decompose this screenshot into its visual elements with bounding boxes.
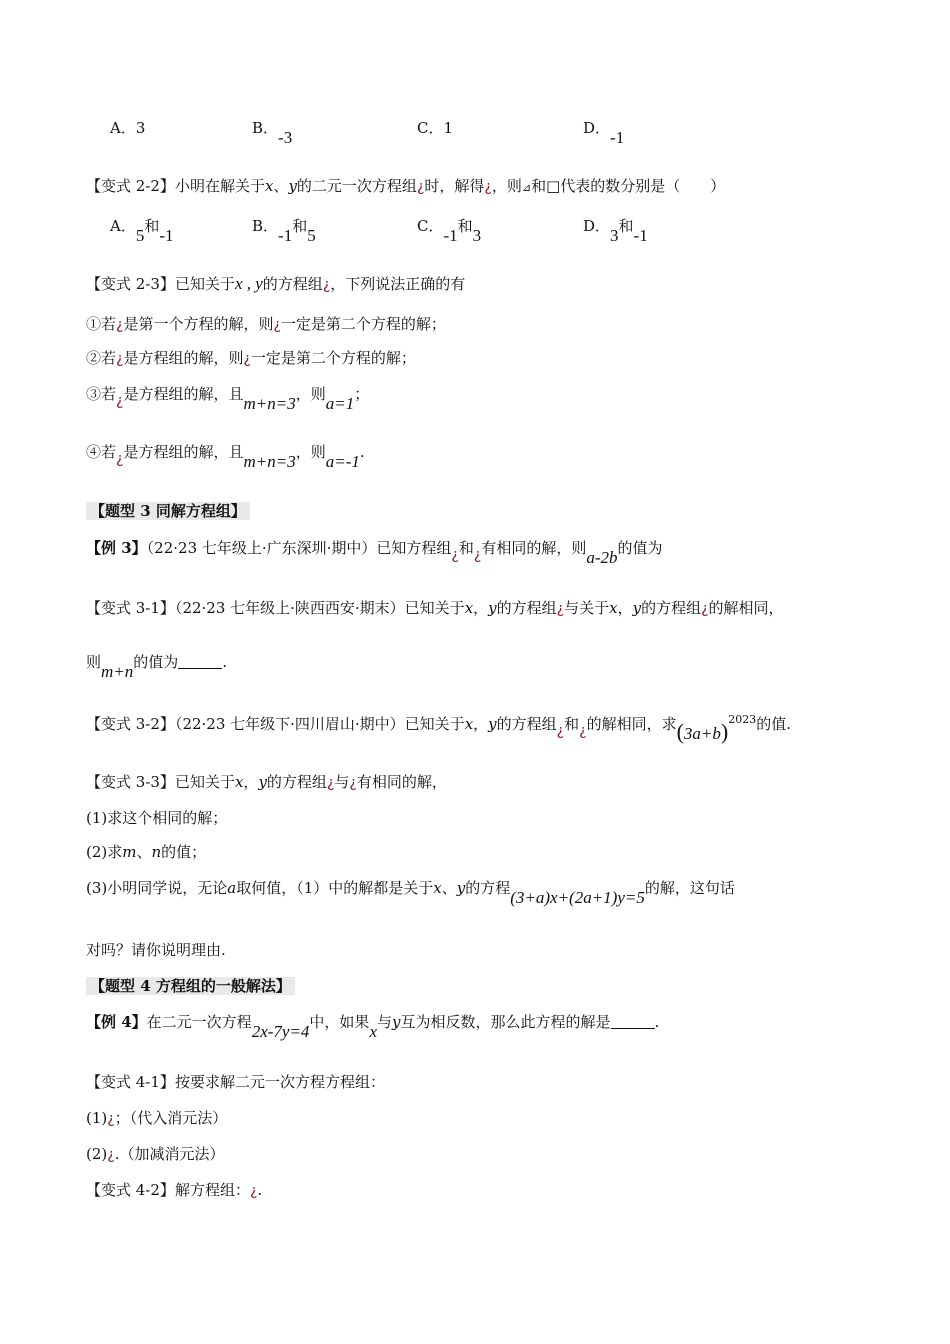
- part-2: (2)求m、n的值；: [86, 843, 207, 861]
- statement-1: ①若¿是第一个方程的解，则¿一定是第二个方程的解；: [86, 315, 446, 333]
- variant-3-3: 【变式 3-3】已知关于x，y的方程组¿与¿有相同的解，: [86, 773, 447, 791]
- variant-3-2: 【变式 3-2】（22·23 七年级下·四川眉山·期中）已知关于x，y的方程组¿和¿的解相同，求$(3a+b)^{2023}$的值.: [86, 713, 791, 744]
- example-4: 【例 4】在二元一次方程2x-7y=4中，如果x与y互为相反数，那么此方程的解是 .: [86, 1013, 660, 1041]
- variant-4-1: 【变式 4-1】按要求解二元一次方程方程组：: [86, 1073, 385, 1091]
- variant-4-2: 【变式 4-2】解方程组：¿.: [86, 1181, 263, 1199]
- triangle-icon: ⊿: [521, 181, 532, 194]
- statement-4: ④若¿是方程组的解，且m+n=3，则a=-1.: [86, 443, 365, 471]
- variant-3-1-line2: 则m+n的值为 .: [86, 653, 228, 681]
- variant-4-1-part-1: (1)¿；（代入消元法）: [86, 1109, 228, 1127]
- option-b: B．-3: [252, 119, 293, 147]
- part-3: (3)小明同学说，无论a取何值，（1）中的解都是关于x、y的方程(3+a)x+(2a+1)y=5的解，这句话: [86, 879, 735, 907]
- answer-blank[interactable]: [178, 654, 222, 669]
- option-d: D．-1: [583, 119, 625, 147]
- option-a: A．5和-1: [110, 217, 174, 245]
- part-3-line2: 对吗？请你说明理由.: [86, 941, 226, 959]
- option-b: B．-1和5: [252, 217, 316, 245]
- part-1: (1)求这个相同的解；: [86, 809, 228, 827]
- option-a: A．3: [110, 119, 146, 137]
- variant-3-1: 【变式 3-1】（22·23 七年级上·陕西西安·期末）已知关于x，y的方程组¿与关于x，y的方程组¿的解相同，: [86, 599, 784, 617]
- option-c: C．-1和3: [417, 217, 482, 245]
- variant-4-1-part-2: (2)¿.（加减消元法）: [86, 1145, 225, 1163]
- variant-2-3-stem: 【变式 2-3】已知关于x , y的方程组¿，下列说法正确的有: [86, 274, 466, 293]
- section-title-3: 【题型 3 同解方程组】: [86, 501, 250, 521]
- option-c: C．1: [417, 119, 454, 137]
- section-title-4: 【题型 4 方程组的一般解法】: [86, 976, 295, 996]
- example-3: 【例 3】（22·23 七年级上·广东深圳·期中）已知方程组¿和¿有相同的解，则a-2b的值为: [86, 539, 663, 567]
- answer-blank[interactable]: [611, 1014, 655, 1029]
- statement-2: ②若¿是方程组的解，则¿一定是第二个方程的解；: [86, 349, 416, 367]
- option-d: D．3和-1: [583, 217, 648, 245]
- variant-2-2-stem: 【变式 2-2】小明在解关于x、y的二元一次方程组¿时，解得¿，则⊿和□代表的数分别是（ ）: [86, 177, 726, 195]
- statement-3: ③若¿是方程组的解，且m+n=3，则a=1；: [86, 385, 370, 413]
